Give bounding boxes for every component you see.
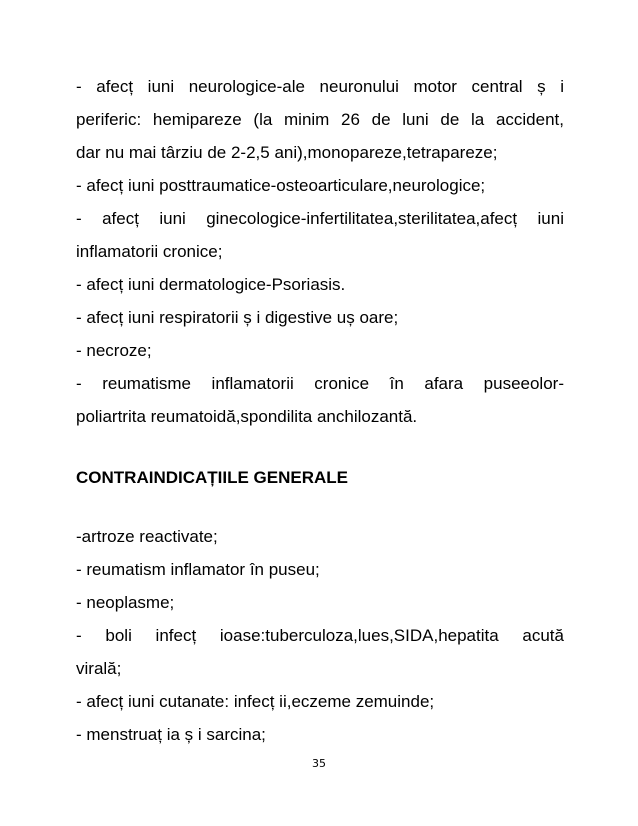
indication-line-7: - afecț iuni dermatologice-Psoriasis. bbox=[76, 275, 346, 294]
contraindication-line-4: - boli infecț ioase:tuberculoza,lues,SIDA,hepatita acută bbox=[76, 626, 564, 645]
page-content bbox=[76, 70, 564, 751]
page-number: 35 bbox=[312, 757, 326, 770]
spacer bbox=[76, 494, 564, 520]
contraindication-line-5: virală; bbox=[76, 659, 122, 678]
indication-line-6: inflamatorii cronice; bbox=[76, 242, 223, 261]
indication-line-1: - afecț iuni neurologice-ale neuronului motor central ș i bbox=[76, 77, 564, 96]
indication-line-3: dar nu mai târziu de 2-2,5 ani),monopareze,tetrapareze; bbox=[76, 143, 498, 162]
contraindication-line-7: - menstruaț ia ș i sarcina; bbox=[76, 725, 266, 744]
indication-line-2: periferic: hemipareze (la minim 26 de luni de la accident, bbox=[76, 110, 564, 129]
indication-line-8: - afecț iuni respiratorii ș i digestive uș oare; bbox=[76, 308, 399, 327]
contraindication-line-2: - reumatism inflamator în puseu; bbox=[76, 560, 320, 579]
spacer bbox=[76, 433, 564, 461]
indication-line-9: - necroze; bbox=[76, 341, 152, 360]
contraindication-line-3: - neoplasme; bbox=[76, 593, 175, 612]
indication-line-4: - afecț iuni posttraumatice-osteoarticulare,neurologice; bbox=[76, 176, 486, 195]
contraindication-line-1: -artroze reactivate; bbox=[76, 527, 218, 546]
indication-line-5: - afecț iuni ginecologice-infertilitatea,sterilitatea,afecț iuni bbox=[76, 209, 564, 228]
section-heading: CONTRAINDICAȚIILE GENERALE bbox=[76, 468, 348, 487]
indication-line-10: - reumatisme inflamatorii cronice în afara puseeolor- bbox=[76, 374, 564, 393]
contraindication-line-6: - afecț iuni cutanate: infecț ii,eczeme zemuinde; bbox=[76, 692, 435, 711]
indication-line-11: poliartrita reumatoidă,spondilita anchilozantă. bbox=[76, 407, 418, 426]
